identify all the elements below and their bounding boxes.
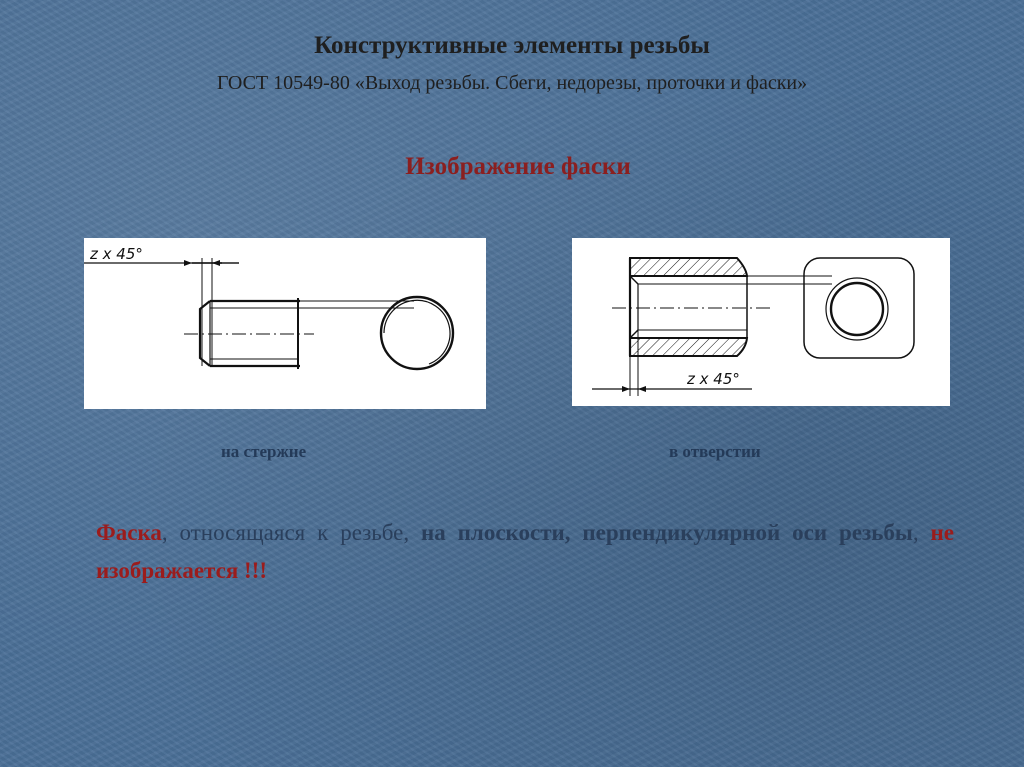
- term-chamfer: Фаска: [96, 520, 162, 545]
- section-title: Изображение фаски: [405, 153, 631, 180]
- rod-chamfer-drawing: [84, 238, 486, 409]
- paragraph-text-2: на плоскости: [421, 520, 565, 545]
- rod-dimension-label: z x 45°: [90, 245, 143, 263]
- paragraph-emphasis: не изображается !!!: [96, 520, 955, 583]
- chamfer-rule-paragraph: [96, 514, 954, 590]
- figure-rod-chamfer: [84, 238, 486, 409]
- caption-hole: в отверстии: [669, 442, 761, 461]
- figure-hole-chamfer: [572, 238, 950, 406]
- caption-rod: на стержне: [221, 442, 307, 461]
- paragraph-text-4: ,: [912, 520, 931, 545]
- paragraph-text-3: , перпендикулярной оси резьбы: [564, 520, 913, 545]
- slide-subtitle: ГОСТ 10549-80 «Выход резьбы. Сбеги, недорезы, проточки и фаски»: [216, 72, 808, 94]
- slide-title: Конструктивные элементы резьбы: [314, 32, 710, 59]
- paragraph-text-1: , относящаяся к резьбе,: [161, 520, 422, 545]
- hole-chamfer-drawing: [572, 238, 950, 406]
- hole-dimension-label: z x 45°: [687, 370, 740, 388]
